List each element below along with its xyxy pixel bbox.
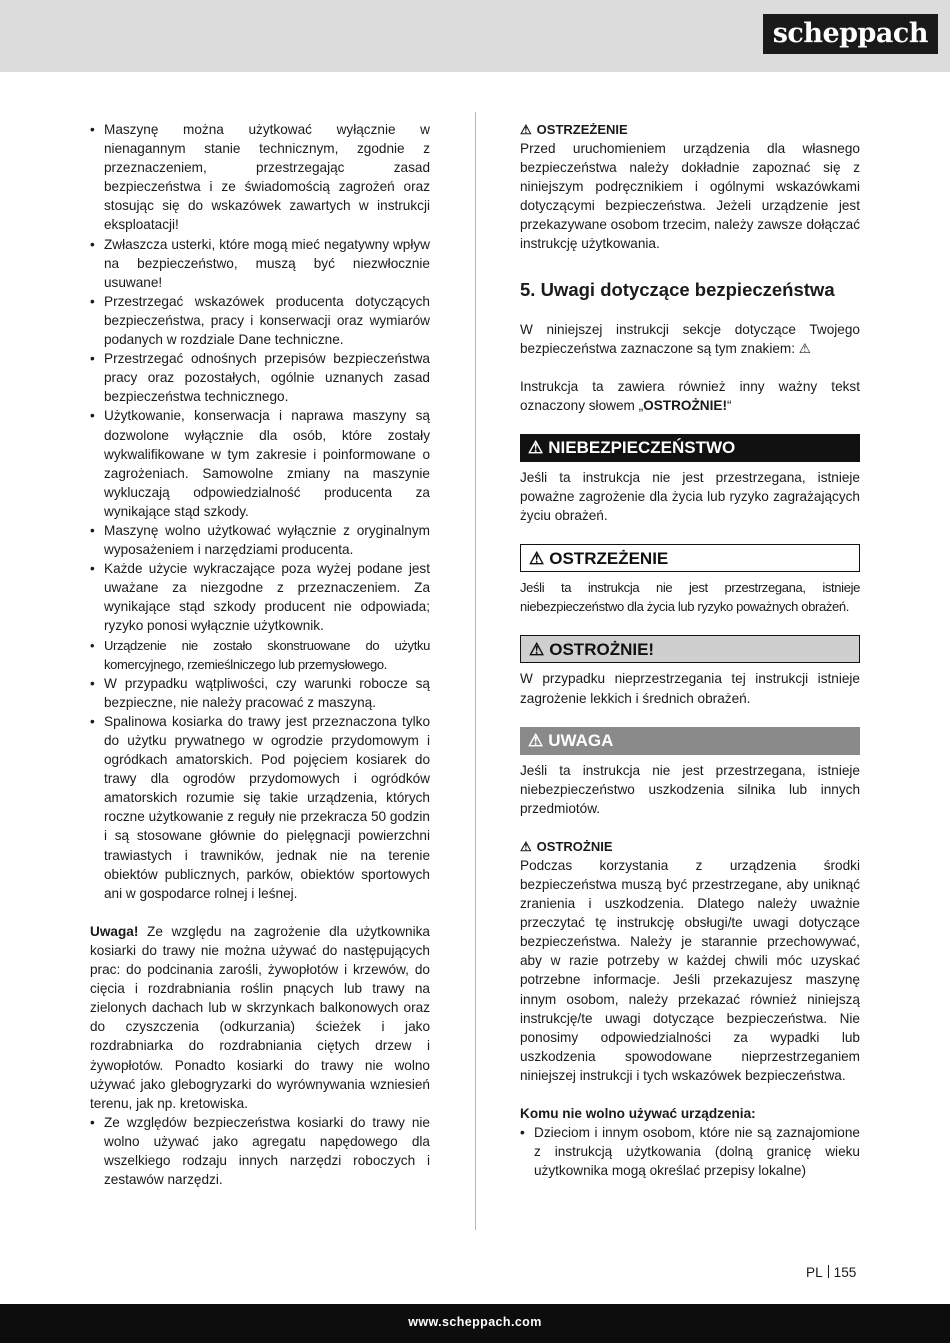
uwaga-label: Uwaga! [90,923,139,939]
notice-text: Jeśli ta instrukcja nie jest przestrzegana, istnieje niebezpieczeństwo uszkodzenia silnika lub innych przedmiotów. [520,762,860,816]
warning-triangle-icon: ⚠ [528,437,544,457]
list-item: • Dzieciom i innym osobom, które nie są zaznajomione z instrukcją użytkowania (dolną granicę wieku użytkownika mogą określać przepisy lokalne) [520,1123,860,1180]
notice-box: ⚠ UWAGA [520,727,860,755]
list-item: • Spalinowa kosiarka do trawy jest przeznaczona tylko do użytku prywatnego w ogrodzie przydomowym i ogródkach amatorskich. Pod pojęciem kosiarek do trawy dla ogrodów przydomowych i ogródków amatorskich rozumie się takie urządzenia, których roczne użytkowanie z reguły nie przekracza 50 godzin i są stosowane głównie do pielęgnacji powierzchni trawiastych i trawników, jednak nie na terenie obiektów publicznych, parków, obiektów sportowych ani w gospodarce rolnej i leśnej. [90,712,430,903]
caution-box: ⚠ OSTROŻNIE! [520,635,860,663]
column-divider [475,112,476,1230]
website-url: www.scheppach.com [408,1315,542,1329]
danger-text: Jeśli ta instrukcja nie jest przestrzegana, istnieje poważne zagrożenie dla życia lub ryzyko zagrażających życiu obrażeń. [520,469,860,524]
list-item: • Każde użycie wykraczające poza wyżej podane jest uważane za niezgodne z przeznaczeniem. Za wynikające stąd szkody producent nie odpowiada; ryzyko ponosi wyłącznie użytkownik. [90,559,430,635]
list-item: • Maszynę wolno użytkować wyłącznie z oryginalnym wyposażeniem i narzędziami producenta. [90,521,430,559]
brand-logo: scheppach [763,14,938,54]
uwaga-text: Ze względu na zagrożenie dla użytkownika kosiarki do trawy nie można używać do następujących prac: do podcinania zarośli, żywopłotów i krzewów, do cięcia i rozdrabniania roślin pnących lub trawy na zielonych dachach lub w skrzynkach balkonowych oraz do czyszczenia (odkurzania) ścieżek i jako rozdrabniarka do rozdrabniania ciętych drzew i żywopłotów. Ponadto kosiarki do trawy nie wolno używać jako glebogryzarki do wyrównywania wzniesień terenu, jak np. kretowiska. [90,923,430,1111]
list-item: • Maszynę można użytkować wyłącznie w nienagannym stanie technicznym, zgodnie z przeznaczeniem, przestrzegając zasad bezpieczeństwa i ze świadomością zagrożeń oraz stosując się do wskazówek zawartych w instrukcji eksploatacji! [90,120,430,235]
danger-box: ⚠ NIEBEZPIECZEŃSTWO [520,434,860,462]
list-item: • Przestrzegać odnośnych przepisów bezpieczeństwa pracy oraz pozostałych, ogólnie uznanych zasad bezpieczeństwa technicznego. [90,349,430,406]
tool-bullet-list [90,1113,430,1189]
list-item: • Urządzenie nie zostało skonstruowane do użytku komercyjnego, rzemieślniczego lub przemysłowego. [90,636,430,674]
who-bullet-list [520,1123,860,1180]
section-title: 5. Uwagi dotyczące bezpieczeństwa [520,278,835,300]
warning-triangle-icon: ⚠ [529,549,545,569]
intro-paragraph-2: Instrukcja ta zawiera również inny ważny tekst oznaczony słowem „OSTROŻNIE!“ [520,378,860,413]
list-item: • Przestrzegać wskazówek producenta dotyczących bezpieczeństwa, pracy i konserwacji oraz wymiarów podanych w rozdziale Dane techniczne. [90,292,430,349]
warning-triangle-icon: ⚠ [529,640,545,660]
warning-text: Przed uruchomieniem urządzenia dla własnego bezpieczeństwa należy dokładnie zapoznać się z niniejszym podręcznikiem i ogólnymi wskazówkami dotyczącymi bezpieczeństwa. Jeżeli urządzenie jest przekazywane osobom trzecim, należy zawsze dołączać instrukcję użytkowania. [520,141,860,252]
list-item: • W przypadku wątpliwości, czy warunki robocze są bezpieczne, nie należy pracować z maszyną. [90,674,430,712]
caution-heading: ⚠ OSTROŻNIE [520,838,613,854]
list-item: • Zwłaszcza usterki, które mogą mieć negatywny wpływ na bezpieczeństwo, muszą być niezwłocznie usuwane! [90,235,430,292]
warning-triangle-icon: ⚠ [528,730,544,750]
left-column [90,120,430,1189]
page-footer [0,1304,950,1343]
right-column [520,120,860,1180]
list-item: • Ze względów bezpieczeństwa kosiarki do trawy nie wolno używać jako agregatu napędowego dla wszelkiego rodzaju innych narzędzi roboczych i zestawów narzędzi. [90,1113,430,1189]
warning-heading: ⚠ OSTRZEŻENIE [520,122,628,137]
page-header [0,0,950,72]
who-heading: Komu nie wolno używać urządzenia: [520,1106,756,1121]
uwaga-paragraph [90,922,430,1113]
list-item: • Użytkowanie, konserwacja i naprawa maszyny są dozwolone wyłącznie dla osób, które zostały wykwalifikowane w tym zakresie i poinformowane o zagrożeniach. Samowolne zmiany na maszynie wykluczają odpowiedzialność producenta za wynikające stąd szkody. [90,406,430,521]
warning-triangle-icon: ⚠ [520,122,532,137]
warning-box: ⚠ OSTRZEŻENIE [520,544,860,572]
warning-triangle-icon: ⚠ [520,838,532,854]
intro-paragraph-1: W niniejszej instrukcji sekcje dotyczące Twojego bezpieczeństwa zaznaczone są tym znakiem: ⚠ [520,321,860,356]
caution-text: W przypadku nieprzestrzegania tej instrukcji istnieje zagrożenie lekkich i średnich obrażeń. [520,671,860,706]
safety-bullet-list [90,120,430,903]
caution-paragraph: Podczas korzystania z urządzenia środki bezpieczeństwa muszą być przestrzegane, aby uniknąć zranienia i uszkodzenia. Dlatego należy uważnie przeczytać tę instrukcję obsługi/te uwagi dotyczące bezpieczeństwa. Należy je starannie przechowywać, aby w razie potrzeby w każdej chwili móc uzyskać potrzebne informacje. Jeśli przekazujesz maszynę innym osobom, należy przekazać również niniejszą instrukcję/te uwagi dotyczące bezpieczeństwa. Nie ponosimy odpowiedzialności za wypadki lub uszkodzenia spowodowane nieprzestrzeganiem niniejszej instrukcji i tych wskazówek bezpieczeństwa. [520,857,860,1083]
page-number: PL 155 [806,1265,857,1280]
warning-box-text: Jeśli ta instrukcja nie jest przestrzegana, istnieje niebezpieczeństwo dla życia lub ryzyko poważnych obrażeń. [520,580,860,615]
